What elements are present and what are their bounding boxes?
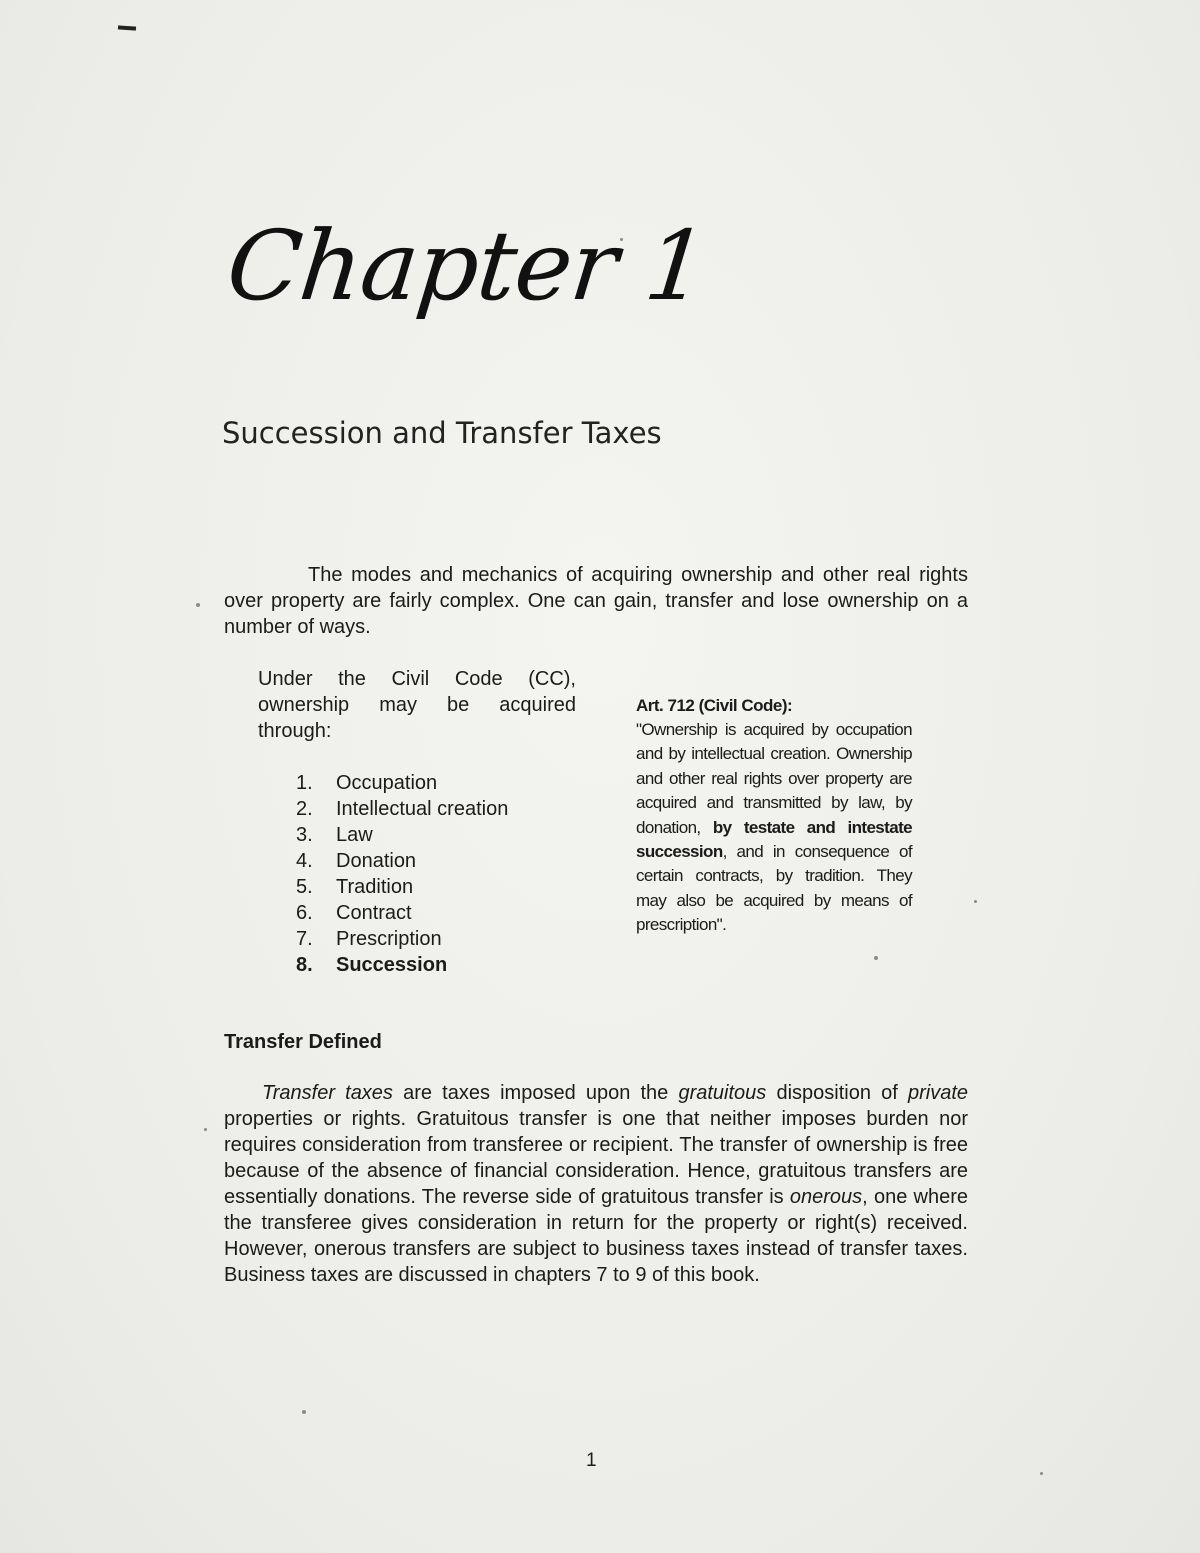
article-text-bold: by testate and intestate succession: [636, 817, 912, 862]
list-label: Tradition: [336, 876, 414, 898]
paragraph-text: are taxes imposed upon the: [392, 1082, 679, 1104]
transfer-defined-paragraph: [224, 1080, 968, 1288]
article-text-part: , and in consequence of certain contracts, by tradition. They may also be acquired by means of prescription".: [636, 842, 912, 935]
list-label: Contract: [336, 902, 412, 924]
list-item: [296, 926, 508, 952]
scan-speck: [974, 900, 977, 903]
scan-speck: [302, 1410, 306, 1414]
list-label: Occupation: [336, 772, 438, 794]
article-712-sidebar: [636, 694, 912, 938]
article-text: [636, 718, 912, 938]
paragraph-text: disposition of: [766, 1082, 908, 1104]
list-number: 8.: [296, 954, 313, 976]
scan-speck: [196, 603, 200, 607]
modes-of-acquisition-list: [296, 770, 508, 978]
chapter-title: Succession and Transfer Taxes: [222, 416, 662, 450]
list-item: [296, 874, 508, 900]
emphasis-term: private: [907, 1082, 968, 1104]
list-label: Succession: [336, 954, 448, 976]
list-item: [296, 822, 508, 848]
list-label: Intellectual creation: [336, 798, 509, 820]
page-number: 1: [586, 1450, 597, 1471]
paragraph-text: , one where the transferee gives consideration in return for the property or right(s) received. However, onerous transfers are subject to business taxes instead of transfer taxes. Business taxes are discussed in chapters 7 to 9 of this book.: [224, 1186, 969, 1286]
list-number: 2.: [296, 798, 313, 820]
scan-speck: [204, 1128, 207, 1131]
list-item: [296, 770, 508, 796]
section-heading: Transfer Defined: [224, 1031, 382, 1053]
article-title: Art. 712 (Civil Code):: [636, 696, 793, 715]
scan-mark: [118, 25, 136, 30]
list-number: 1.: [296, 772, 313, 794]
list-label: Donation: [336, 850, 417, 872]
list-item: [296, 952, 508, 978]
list-number: 7.: [296, 928, 313, 950]
list-number: 5.: [296, 876, 313, 898]
emphasis-term: Transfer taxes: [262, 1082, 393, 1104]
list-item: [296, 900, 508, 926]
paragraph-text: properties or rights. Gratuitous transfer is one that neither imposes burden nor requires consideration from transferee or recipient. The transfer of ownership is free because of the absence of financial consideration. Hence, gratuitous transfers are essentially donations. The reverse side of gratuitous transfer is: [224, 1108, 968, 1208]
list-item: [296, 796, 508, 822]
emphasis-term: gratuitous: [678, 1082, 767, 1104]
list-number: 4.: [296, 850, 313, 872]
list-label: Prescription: [336, 928, 442, 950]
article-text-part: "Ownership is acquired by occupation and by intellectual creation. Ownership and other real rights over property are acquired and transmitted by law, by donation,: [636, 720, 912, 837]
list-label: Law: [336, 824, 373, 846]
scan-speck: [874, 956, 878, 960]
list-number: 3.: [296, 824, 313, 846]
list-item: [296, 848, 508, 874]
intro-paragraph: The modes and mechanics of acquiring ownership and other real rights over property are fairly complex. One can gain, transfer and lose ownership on a number of ways.: [224, 564, 968, 638]
list-number: 6.: [296, 902, 313, 924]
chapter-heading: Chapter 1: [222, 210, 712, 322]
emphasis-term: onerous: [789, 1186, 863, 1208]
civil-code-intro: Under the Civil Code (CC), ownership may be acquired through:: [258, 668, 576, 742]
scan-speck: [1040, 1472, 1043, 1475]
